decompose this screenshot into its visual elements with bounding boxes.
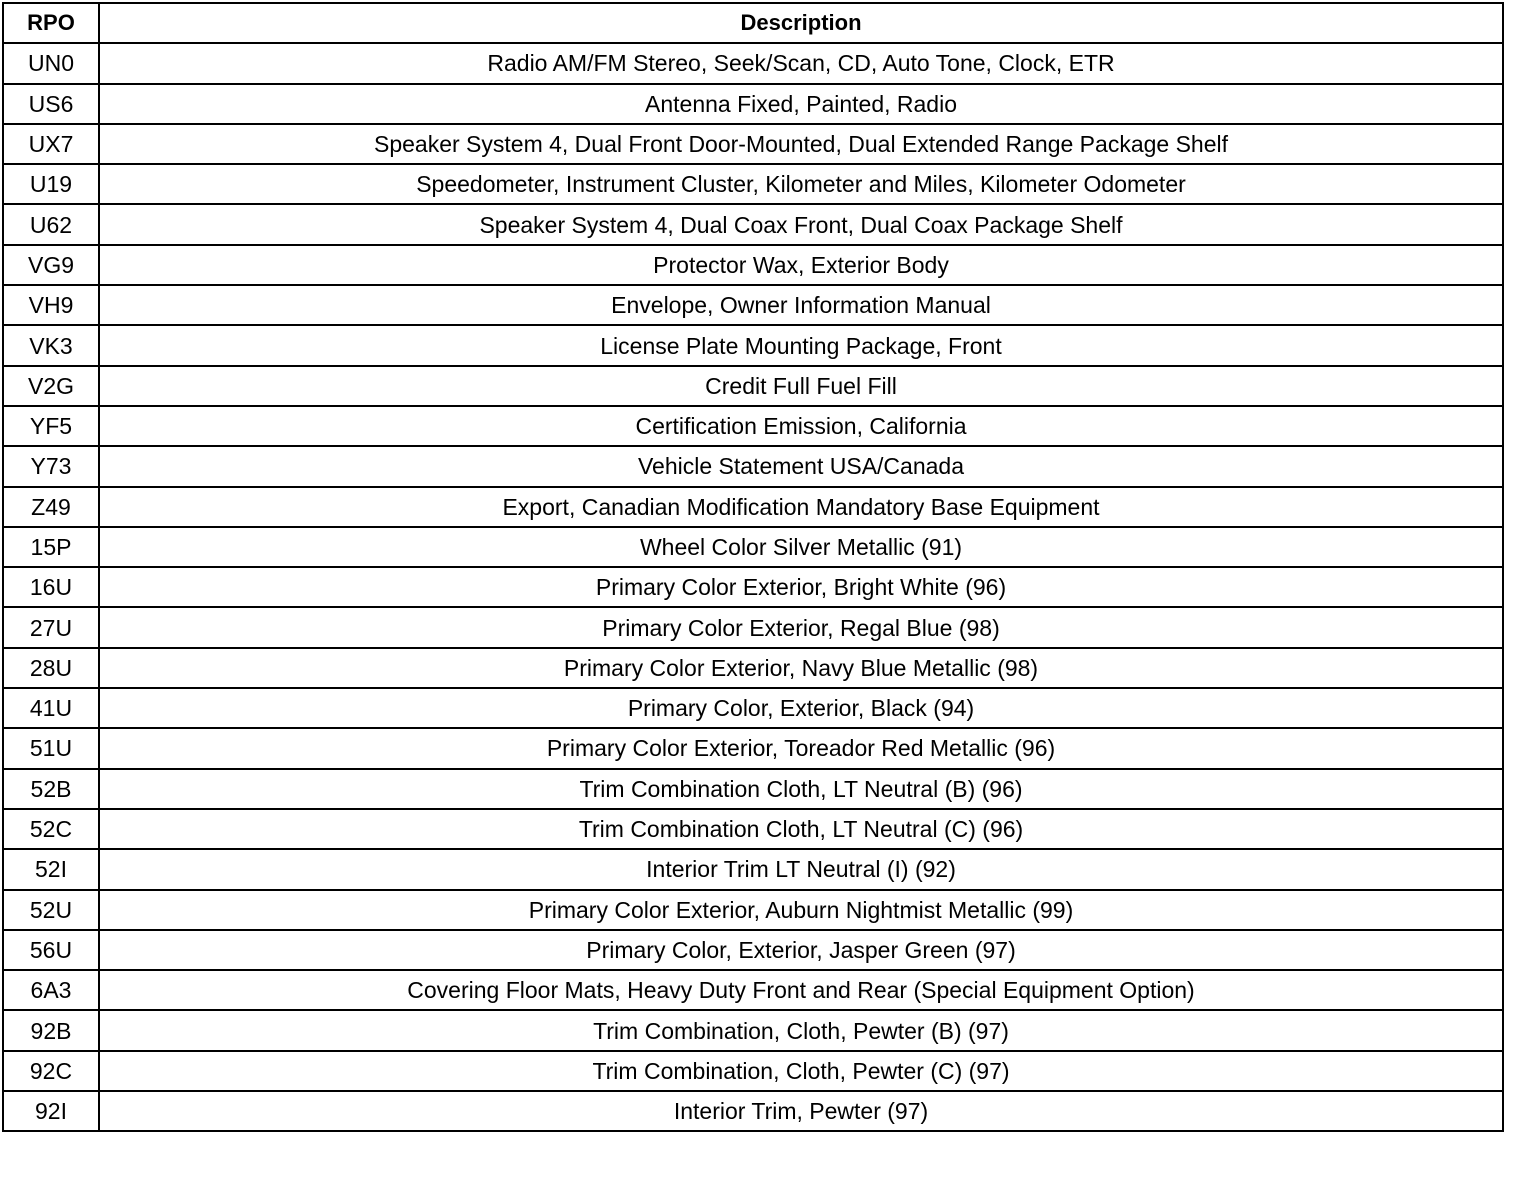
rpo-code-cell: 52C (3, 809, 99, 849)
description-cell: Radio AM/FM Stereo, Seek/Scan, CD, Auto Tone, Clock, ETR (99, 43, 1503, 83)
table-row (3, 930, 1503, 970)
description-cell: Trim Combination, Cloth, Pewter (B) (97) (99, 1010, 1503, 1050)
table-row (3, 607, 1503, 647)
rpo-table (2, 2, 1504, 1132)
rpo-code-cell: 6A3 (3, 970, 99, 1010)
rpo-code-cell: 52B (3, 769, 99, 809)
table-body (3, 43, 1503, 1131)
description-cell: Speaker System 4, Dual Coax Front, Dual Coax Package Shelf (99, 204, 1503, 244)
table-row (3, 809, 1503, 849)
rpo-code-cell: VG9 (3, 245, 99, 285)
rpo-code-cell: 41U (3, 688, 99, 728)
rpo-code-cell: 28U (3, 648, 99, 688)
rpo-code-cell: 92B (3, 1010, 99, 1050)
table-row (3, 245, 1503, 285)
table-row (3, 446, 1503, 486)
table-row (3, 406, 1503, 446)
description-cell: Trim Combination, Cloth, Pewter (C) (97) (99, 1051, 1503, 1091)
description-cell: Trim Combination Cloth, LT Neutral (B) (96) (99, 769, 1503, 809)
table-row (3, 1051, 1503, 1091)
rpo-code-cell: U62 (3, 204, 99, 244)
rpo-code-cell: UX7 (3, 124, 99, 164)
rpo-code-cell: YF5 (3, 406, 99, 446)
table-row (3, 769, 1503, 809)
rpo-code-cell: 52I (3, 849, 99, 889)
column-header-description: Description (99, 3, 1503, 43)
table-row (3, 648, 1503, 688)
description-cell: Speaker System 4, Dual Front Door-Mounted, Dual Extended Range Package Shelf (99, 124, 1503, 164)
description-cell: Primary Color Exterior, Navy Blue Metallic (98) (99, 648, 1503, 688)
rpo-code-cell: VK3 (3, 325, 99, 365)
table-row (3, 728, 1503, 768)
description-cell: Primary Color Exterior, Toreador Red Metallic (96) (99, 728, 1503, 768)
description-cell: Primary Color, Exterior, Black (94) (99, 688, 1503, 728)
table-row (3, 487, 1503, 527)
description-cell: Envelope, Owner Information Manual (99, 285, 1503, 325)
rpo-code-cell: 52U (3, 890, 99, 930)
table-row (3, 43, 1503, 83)
description-cell: Interior Trim, Pewter (97) (99, 1091, 1503, 1131)
description-cell: Antenna Fixed, Painted, Radio (99, 84, 1503, 124)
description-cell: Covering Floor Mats, Heavy Duty Front and Rear (Special Equipment Option) (99, 970, 1503, 1010)
description-cell: Protector Wax, Exterior Body (99, 245, 1503, 285)
description-cell: Primary Color Exterior, Auburn Nightmist Metallic (99) (99, 890, 1503, 930)
rpo-code-cell: U19 (3, 164, 99, 204)
description-cell: Primary Color Exterior, Regal Blue (98) (99, 607, 1503, 647)
rpo-code-cell: V2G (3, 366, 99, 406)
rpo-code-cell: 56U (3, 930, 99, 970)
rpo-code-cell: 92C (3, 1051, 99, 1091)
rpo-code-cell: US6 (3, 84, 99, 124)
description-cell: Wheel Color Silver Metallic (91) (99, 527, 1503, 567)
description-cell: Speedometer, Instrument Cluster, Kilometer and Miles, Kilometer Odometer (99, 164, 1503, 204)
description-cell: Primary Color Exterior, Bright White (96) (99, 567, 1503, 607)
table-row (3, 124, 1503, 164)
description-cell: Vehicle Statement USA/Canada (99, 446, 1503, 486)
table-row (3, 164, 1503, 204)
rpo-code-cell: Z49 (3, 487, 99, 527)
table-row (3, 366, 1503, 406)
table-row (3, 567, 1503, 607)
description-cell: Interior Trim LT Neutral (I) (92) (99, 849, 1503, 889)
rpo-code-cell: 15P (3, 527, 99, 567)
rpo-code-cell: UN0 (3, 43, 99, 83)
table-row (3, 890, 1503, 930)
table-row (3, 849, 1503, 889)
table-row (3, 204, 1503, 244)
description-cell: Credit Full Fuel Fill (99, 366, 1503, 406)
rpo-code-cell: VH9 (3, 285, 99, 325)
table-header-row (3, 3, 1503, 43)
table-row (3, 1010, 1503, 1050)
rpo-code-cell: 92I (3, 1091, 99, 1131)
rpo-code-cell: 51U (3, 728, 99, 768)
column-header-rpo: RPO (3, 3, 99, 43)
table-row (3, 84, 1503, 124)
table-row (3, 688, 1503, 728)
table-row (3, 527, 1503, 567)
table-row (3, 285, 1503, 325)
description-cell: Certification Emission, California (99, 406, 1503, 446)
table-row (3, 970, 1503, 1010)
table-row (3, 325, 1503, 365)
description-cell: License Plate Mounting Package, Front (99, 325, 1503, 365)
table-row (3, 1091, 1503, 1131)
rpo-code-cell: 16U (3, 567, 99, 607)
rpo-code-cell: Y73 (3, 446, 99, 486)
description-cell: Primary Color, Exterior, Jasper Green (97) (99, 930, 1503, 970)
rpo-code-cell: 27U (3, 607, 99, 647)
description-cell: Trim Combination Cloth, LT Neutral (C) (96) (99, 809, 1503, 849)
description-cell: Export, Canadian Modification Mandatory Base Equipment (99, 487, 1503, 527)
